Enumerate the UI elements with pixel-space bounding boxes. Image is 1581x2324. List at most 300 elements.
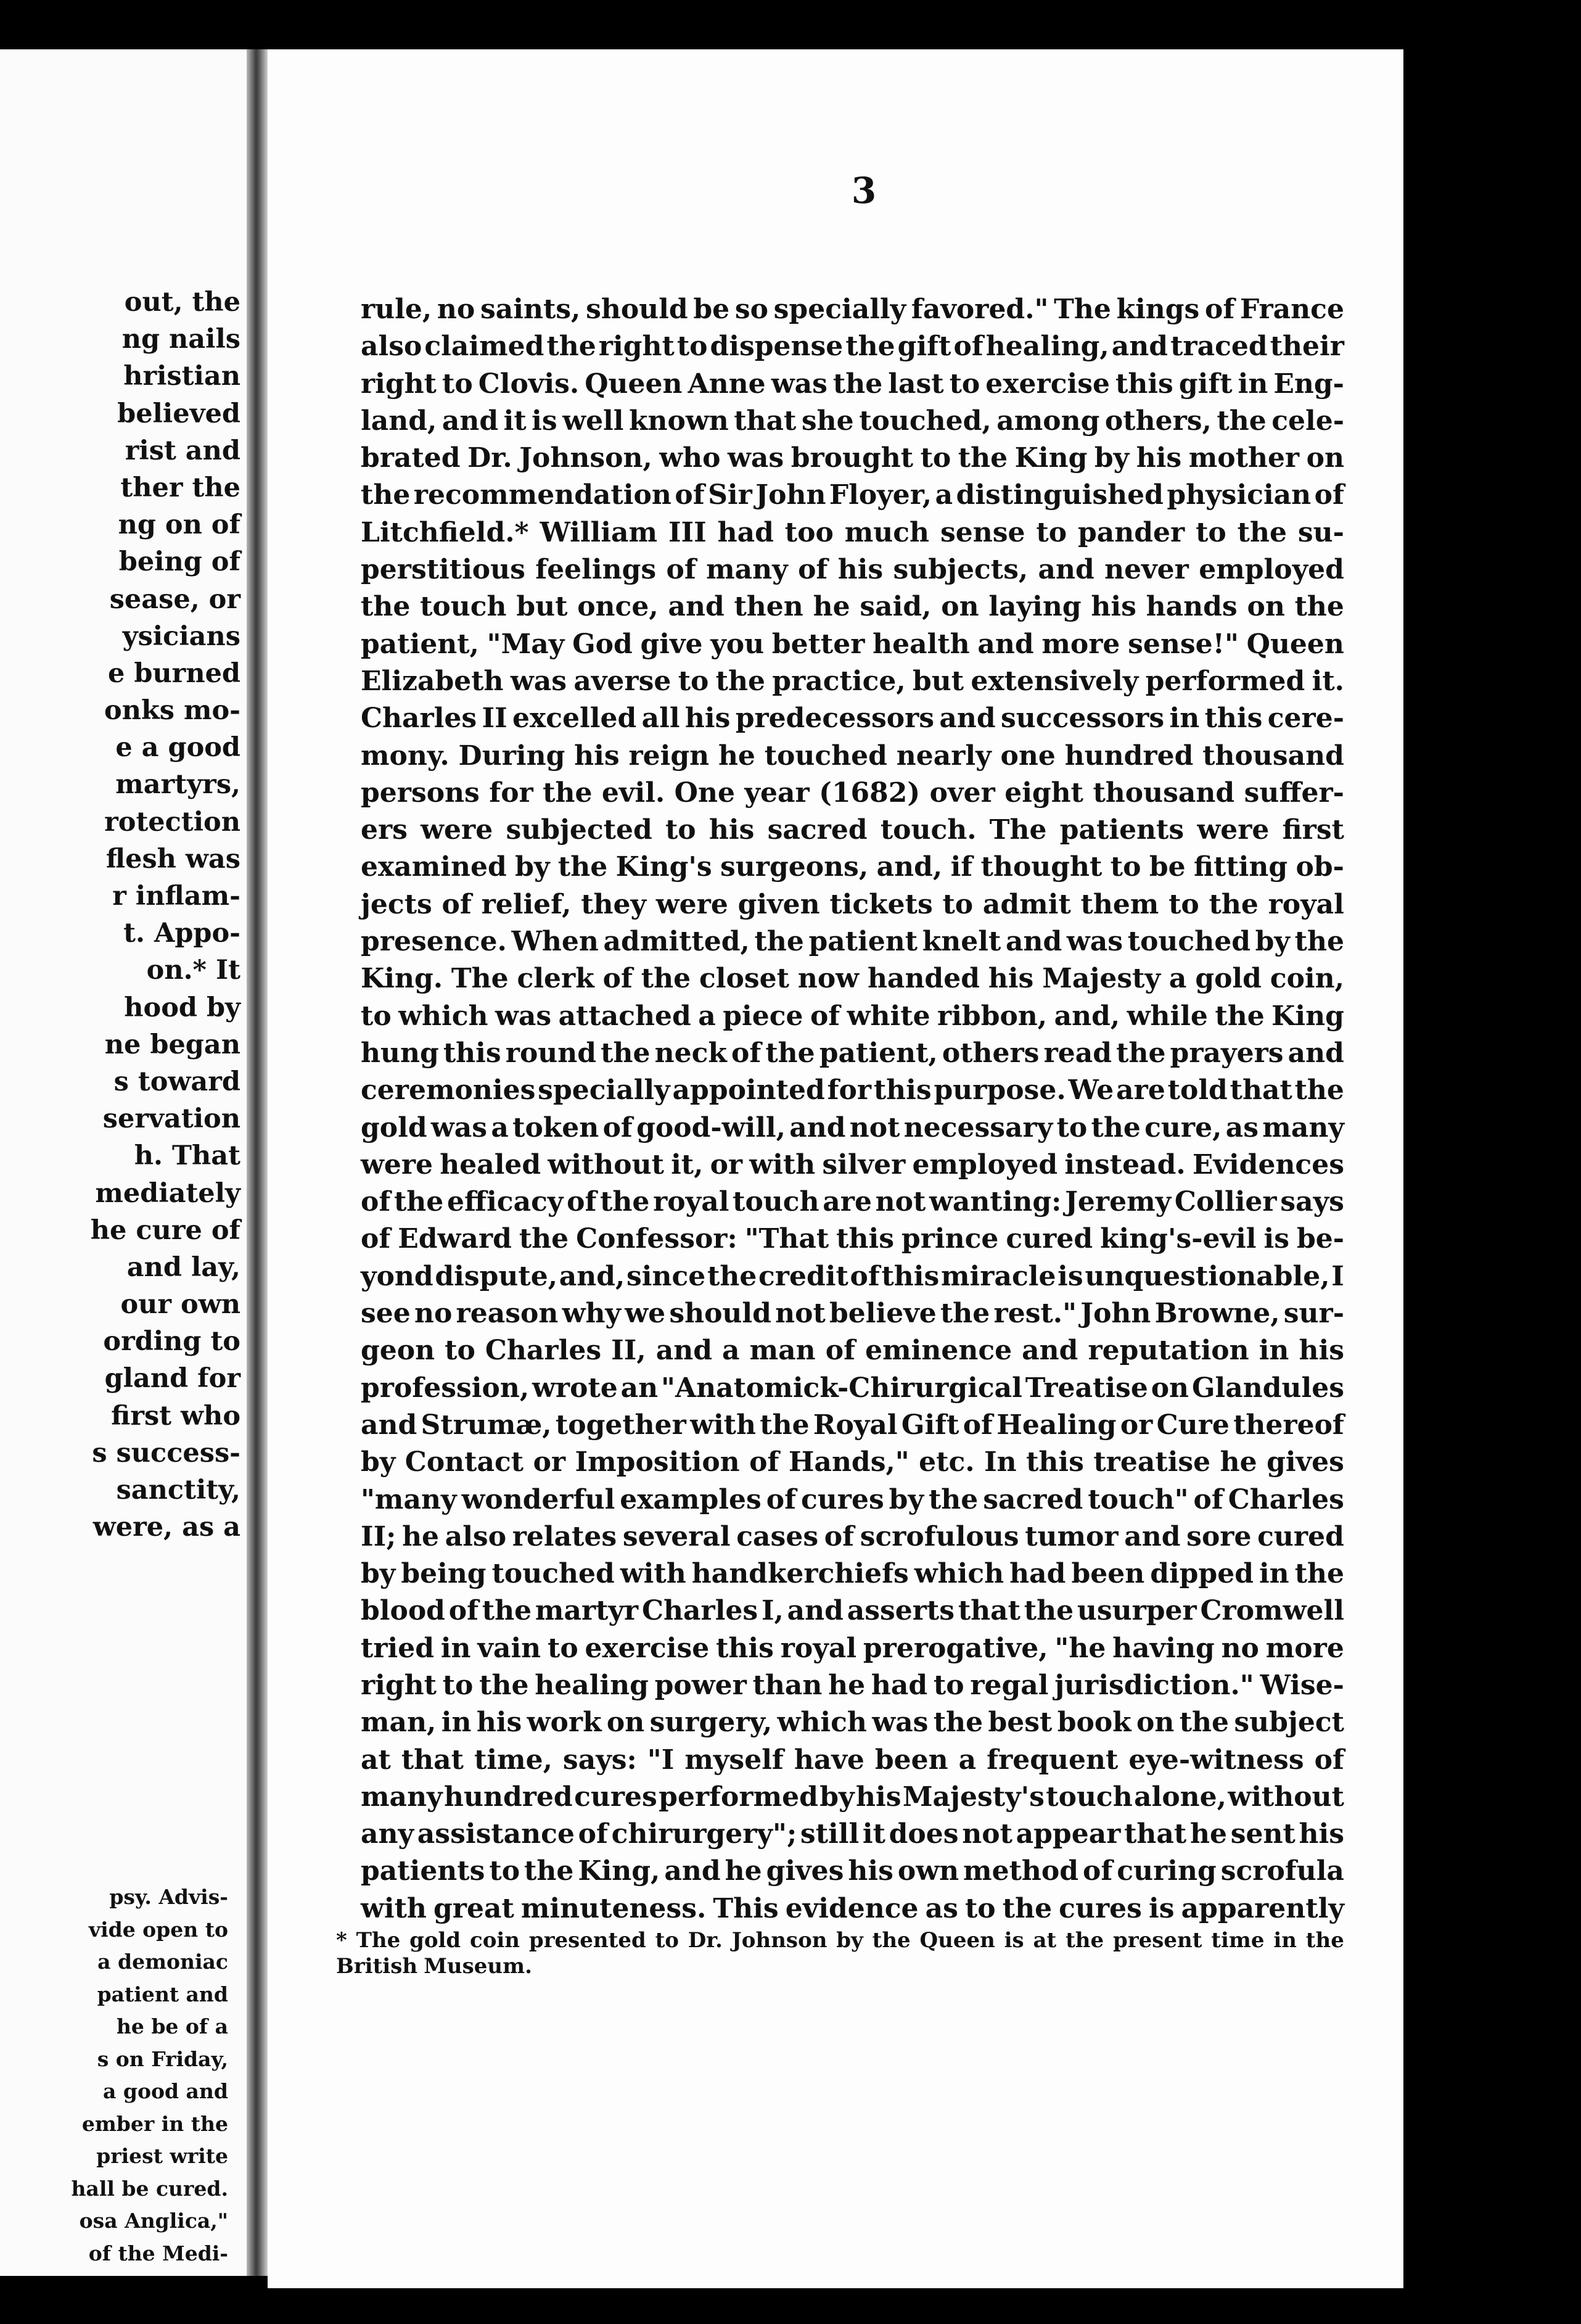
word: patient, [819, 1037, 938, 1069]
word: last [888, 368, 944, 400]
word: that [1230, 1074, 1292, 1106]
word: to [933, 1669, 964, 1701]
text-line [361, 477, 1344, 514]
word: of [824, 1520, 855, 1552]
word: of [448, 1595, 479, 1627]
word: admit [982, 888, 1071, 920]
word: King, [578, 1855, 660, 1887]
word: or [710, 1148, 743, 1181]
word: The [356, 1928, 401, 1953]
word: first [1282, 814, 1344, 846]
word: patient, [361, 628, 479, 660]
footnote [336, 1927, 1344, 1979]
word: wrote [532, 1372, 618, 1404]
left-text-line: mediately [95, 1177, 240, 1209]
word: Eng- [1273, 368, 1344, 400]
left-text-line: a demoniac [97, 1950, 228, 1974]
word: laying [988, 591, 1082, 623]
word: Strumæ, [421, 1409, 552, 1441]
word: all [641, 703, 680, 735]
word: others, [1104, 405, 1212, 437]
word: it, [671, 1148, 704, 1181]
word: the [361, 479, 411, 511]
body-text [361, 291, 1344, 1927]
word: a [958, 1744, 977, 1776]
word: and, [1054, 1000, 1120, 1032]
word: etc. [919, 1446, 975, 1478]
word: more [1041, 628, 1120, 660]
left-text-line: r inflam- [112, 881, 240, 912]
word: British [336, 1954, 418, 1979]
word: or [1120, 1409, 1153, 1441]
left-page-fragment [0, 49, 247, 2276]
word: give [640, 628, 703, 660]
word: by [836, 1928, 863, 1953]
word: brought [790, 442, 914, 474]
word: healed [440, 1148, 541, 1181]
word: without [548, 1148, 664, 1181]
word: physician [1167, 479, 1312, 511]
word: is [1148, 1892, 1175, 1924]
word: regal [970, 1669, 1049, 1701]
word: and [441, 405, 499, 437]
word: was [728, 442, 784, 474]
word: the [872, 1928, 911, 1953]
word: he [1220, 1446, 1257, 1478]
word: while [1127, 1000, 1208, 1032]
word: he [828, 1669, 866, 1701]
word: curing [1117, 1855, 1217, 1887]
word: specially [773, 294, 906, 325]
word: gives [1267, 1446, 1344, 1478]
word: and [1124, 1520, 1181, 1552]
word: the [1305, 1928, 1344, 1953]
word: book [1057, 1707, 1131, 1739]
word: claimed [424, 331, 544, 363]
word: to [445, 1335, 475, 1367]
word: should [669, 1298, 771, 1330]
word: and [668, 591, 725, 623]
word: examples [620, 1483, 762, 1515]
word: blood [361, 1595, 445, 1627]
word: on [1306, 442, 1344, 474]
word: performed [659, 1781, 818, 1813]
word: averse [573, 665, 671, 697]
word: being [401, 1558, 487, 1590]
word: the [1294, 1558, 1344, 1590]
left-text-line: gland for [104, 1363, 240, 1395]
word: that [401, 1744, 464, 1776]
word: Clovis. [478, 368, 580, 400]
text-line [361, 775, 1344, 812]
word: on [941, 591, 979, 623]
word: Dr. [467, 442, 512, 474]
word: good-will, [636, 1111, 786, 1143]
word: recommendation [413, 479, 671, 511]
word: than [752, 1669, 823, 1701]
word: and [655, 1335, 712, 1367]
left-page-body [0, 284, 240, 1546]
word: of [953, 331, 984, 363]
word: and [1287, 1037, 1344, 1069]
left-text-line: onks mo- [104, 695, 240, 727]
word: reason [456, 1298, 559, 1330]
word: purpose. [934, 1074, 1066, 1106]
word: of [850, 1260, 880, 1292]
word: assistance [417, 1818, 575, 1850]
word: the [1116, 1037, 1166, 1069]
word: ceremonies [361, 1074, 536, 1106]
text-line [361, 1593, 1344, 1630]
word: prince [901, 1223, 999, 1255]
left-text-line: first who [111, 1400, 240, 1432]
word: and [361, 1409, 417, 1441]
left-text-line: sease, or [109, 583, 240, 615]
word: to [1056, 1111, 1088, 1143]
word: now [797, 963, 860, 995]
word: work [527, 1707, 602, 1739]
word: King's [615, 851, 712, 883]
word: he [813, 591, 850, 623]
word: the [557, 851, 608, 883]
word: of [731, 1037, 762, 1069]
word: Royal [813, 1409, 898, 1441]
left-text-line: servation [102, 1103, 240, 1135]
word: time, [474, 1744, 552, 1776]
word: "That [744, 1223, 829, 1255]
word: John [1080, 1298, 1151, 1330]
word: Evidences [1192, 1148, 1344, 1181]
left-text-line: he cure of [90, 1214, 240, 1246]
word: the [1294, 926, 1344, 958]
word: he [725, 1855, 762, 1887]
text-line [361, 1184, 1344, 1221]
word: his [988, 963, 1034, 995]
word: which [914, 1558, 1004, 1590]
word: gold [361, 1111, 427, 1143]
word: well [562, 405, 624, 437]
word: year [744, 777, 810, 809]
word: in [1273, 1928, 1297, 1953]
word: own [897, 1855, 959, 1887]
left-text-line: ther the [120, 472, 240, 503]
left-text-line: on.* It [146, 955, 240, 986]
word: time [1211, 1928, 1265, 1953]
word: ers [361, 814, 408, 846]
word: was [1066, 926, 1123, 958]
word: his [708, 814, 755, 846]
word: successors [1001, 703, 1165, 735]
word: and, [559, 1260, 625, 1292]
word: the [1294, 591, 1344, 623]
word: see [361, 1298, 411, 1330]
word: appear [1016, 1818, 1121, 1850]
word: method [963, 1855, 1079, 1887]
left-text-line: out, the [124, 287, 240, 318]
word: the [1024, 1595, 1074, 1627]
left-text-line: martyrs, [115, 769, 240, 801]
word: and [939, 703, 996, 735]
word: to [1196, 516, 1226, 548]
word: that [958, 1595, 1020, 1627]
word: perstitious [361, 554, 525, 586]
word: by [819, 1781, 855, 1813]
word: tried [361, 1632, 434, 1664]
word: any [361, 1818, 414, 1850]
word: were [421, 814, 493, 846]
word: alone, [1134, 1781, 1226, 1813]
left-text-line: ne began [104, 1029, 240, 1060]
left-text-line: hall be cured. [71, 2176, 228, 2201]
text-line [361, 403, 1344, 440]
word: silver [822, 1148, 906, 1181]
word: the [1209, 888, 1259, 920]
word: handed [867, 963, 980, 995]
text-line [361, 1147, 1344, 1184]
text-line [361, 1704, 1344, 1741]
word: also [361, 331, 422, 363]
word: kings [1116, 294, 1200, 325]
text-line [361, 1407, 1344, 1444]
word: cere- [1267, 703, 1344, 735]
word: and [664, 1855, 721, 1887]
word: II, [611, 1335, 646, 1367]
word: for [827, 1074, 872, 1106]
word: this [1204, 703, 1263, 735]
word: was [510, 665, 567, 697]
word: thereof [1233, 1409, 1344, 1441]
word: to [665, 814, 696, 846]
text-line [361, 514, 1344, 551]
word: and [1005, 926, 1062, 958]
word: The [1054, 294, 1111, 325]
word: prayers [1170, 1037, 1284, 1069]
word: Queen [1246, 628, 1344, 660]
word: of [766, 1483, 797, 1515]
word: predecessors [735, 703, 935, 735]
word: is [1263, 1223, 1289, 1255]
word: (1682) [819, 777, 921, 809]
left-text-line: our own [120, 1289, 240, 1321]
word: subject [1234, 1707, 1344, 1739]
word: Glandules [1191, 1372, 1344, 1404]
word: of [1193, 1483, 1223, 1515]
word: touch [420, 591, 507, 623]
word: patients [1059, 814, 1185, 846]
word: brated [361, 442, 461, 474]
word: many [706, 554, 788, 586]
word: of [675, 479, 705, 511]
text-line [361, 626, 1344, 663]
word: Museum. [424, 1954, 532, 1979]
word: ob- [1296, 851, 1344, 883]
word: saints, [480, 294, 581, 325]
word: geon [361, 1335, 435, 1367]
word: gold [1195, 963, 1262, 995]
word: health [873, 628, 970, 660]
word: better [771, 628, 865, 660]
word: which [398, 1000, 488, 1032]
word: coin [470, 1928, 520, 1953]
word: to [1168, 888, 1199, 920]
word: When [511, 926, 599, 958]
word: suffer- [1244, 777, 1344, 809]
word: favored." [911, 294, 1049, 325]
word: it [503, 405, 527, 437]
word: of [567, 1186, 597, 1218]
word: man, [361, 1707, 437, 1739]
word: the [1091, 1111, 1141, 1143]
word: by [361, 1558, 396, 1590]
word: credit [758, 1260, 848, 1292]
word: a [722, 1335, 740, 1367]
word: be [1149, 851, 1186, 883]
word: the [1217, 405, 1267, 437]
word: employed [912, 1148, 1058, 1181]
text-line [361, 1444, 1344, 1481]
word: that [1124, 1818, 1187, 1850]
text-line [361, 812, 1344, 849]
word: royal [780, 1632, 857, 1664]
word: mother [1188, 442, 1300, 474]
page-number: 3 [851, 170, 877, 212]
text-line [336, 1927, 1344, 1953]
word: was [430, 1111, 488, 1143]
text-line [361, 551, 1344, 588]
word: to [548, 1632, 578, 1664]
word: Wise- [1260, 1669, 1344, 1701]
word: he [1189, 1818, 1227, 1850]
word: in [1238, 368, 1268, 400]
word: power [654, 1669, 747, 1701]
word: also [445, 1520, 507, 1552]
word: King. [361, 963, 443, 995]
word: in [1169, 703, 1200, 735]
left-text-line: sanctity, [116, 1475, 240, 1506]
word: at [1033, 1928, 1057, 1953]
word: is [1057, 1260, 1083, 1292]
word: su- [1297, 516, 1344, 548]
word: pander [1077, 516, 1185, 548]
word: was [771, 368, 827, 400]
word: of [1205, 294, 1235, 325]
left-text-line: priest write [96, 2144, 228, 2168]
word: is [1004, 1928, 1024, 1953]
text-line [361, 923, 1344, 960]
word: of [1314, 1744, 1344, 1776]
text-line [361, 1221, 1344, 1258]
word: sent [1230, 1818, 1296, 1850]
text-line [361, 366, 1344, 403]
word: "I [647, 1744, 675, 1776]
word: instead. [1064, 1148, 1186, 1181]
word: Edward [398, 1223, 512, 1255]
word: as [1225, 1111, 1259, 1143]
word: land, [361, 405, 437, 437]
word: sacred [983, 1483, 1083, 1515]
left-text-line: hood by [124, 992, 240, 1023]
word: eminence [865, 1335, 1012, 1367]
text-line [361, 1853, 1344, 1890]
word: The [451, 963, 509, 995]
word: a [698, 1000, 716, 1032]
word: the [765, 1037, 815, 1069]
left-text-line: ording to [103, 1326, 240, 1358]
word: touch" [1088, 1483, 1189, 1515]
left-text-line: s success- [92, 1437, 240, 1469]
word: persons [361, 777, 480, 809]
word: tumor [1025, 1520, 1119, 1552]
word: several [622, 1520, 731, 1552]
word: on [1136, 1707, 1175, 1739]
word: the [845, 331, 895, 363]
word: since [626, 1260, 706, 1292]
word: to [676, 331, 708, 363]
text-line [361, 1816, 1344, 1853]
word: many [361, 1781, 443, 1813]
word: it. [1312, 665, 1344, 697]
word: touched [491, 1558, 615, 1590]
word: to [442, 368, 473, 400]
word: not [849, 1111, 900, 1143]
text-line [361, 1370, 1344, 1407]
word: I, [761, 1595, 784, 1627]
word: Confessor: [576, 1223, 737, 1255]
word: in [1259, 1335, 1289, 1367]
word: gift [897, 331, 951, 363]
word: of [810, 1000, 840, 1032]
word: sense [940, 516, 1025, 548]
word: the [958, 442, 1008, 474]
left-text-line: psy. Advis- [109, 1885, 228, 1909]
word: still [800, 1818, 860, 1850]
word: the [546, 331, 596, 363]
word: John [755, 479, 826, 511]
word: this [716, 1632, 774, 1664]
word: with [690, 1409, 756, 1441]
word: the [600, 1186, 650, 1218]
word: reign [628, 740, 710, 772]
word: cele- [1271, 405, 1344, 437]
text-line [361, 328, 1344, 365]
word: knelt [922, 926, 1001, 958]
left-text-line: believed [117, 398, 240, 429]
word: not [962, 1818, 1012, 1850]
word: Charles [361, 703, 477, 735]
text-line [361, 960, 1344, 997]
word: subjected [506, 814, 652, 846]
word: in [1259, 1558, 1289, 1590]
word: surgeons, [720, 851, 869, 883]
word: Jeremy [1065, 1186, 1172, 1218]
left-text-line: h. That [134, 1140, 240, 1172]
word: Dr. [688, 1928, 723, 1953]
word: touch [1046, 1781, 1133, 1813]
word: that [734, 405, 797, 437]
word: hands [1146, 591, 1238, 623]
word: clerk [517, 963, 594, 995]
left-text-line: s toward [113, 1066, 240, 1097]
word: minuteness. [520, 1892, 707, 1924]
word: Sir [708, 479, 752, 511]
word: great [433, 1892, 514, 1924]
left-text-line: were, as a [92, 1512, 240, 1543]
left-text-line: and lay, [126, 1251, 240, 1283]
word: the [1066, 1928, 1104, 1953]
word: Collier [1174, 1186, 1277, 1218]
word: to [361, 1000, 392, 1032]
word: had [1009, 1558, 1066, 1590]
